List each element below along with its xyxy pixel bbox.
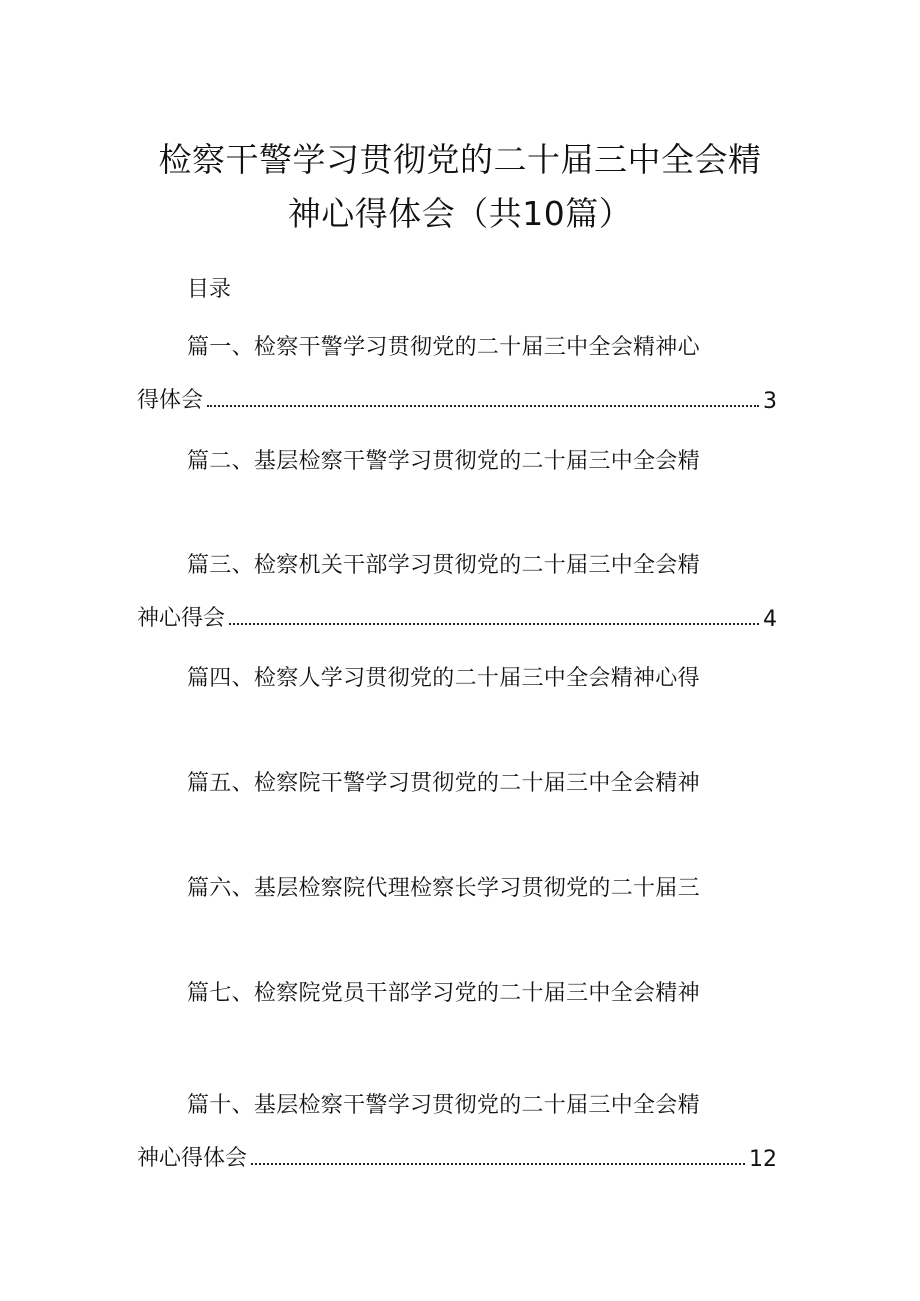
toc-entry-3-title: 篇三、检察机关干部学习贯彻党的二十届三中全会精: [187, 553, 700, 578]
toc-entry-7-title: 篇七、检察院党员干部学习党的二十届三中全会精神: [187, 981, 700, 1006]
toc-entry-3-text: 神心得会: [137, 606, 226, 631]
toc-entry-8-page: 12: [749, 1147, 777, 1172]
document-title-line-2: 神心得体会（共10篇）: [287, 194, 633, 233]
toc-entry-1-text: 得体会: [137, 388, 204, 413]
toc-entry-6-title: 篇六、基层检察院代理检察长学习贯彻党的二十届三: [187, 876, 700, 901]
toc-entry-1-continuation: [137, 384, 777, 414]
toc-heading: 目录: [187, 277, 232, 302]
dot-leader: [229, 623, 759, 625]
toc-entry-5-title: 篇五、检察院干警学习贯彻党的二十届三中全会精神: [187, 771, 700, 796]
dot-leader: [207, 405, 759, 407]
toc-entry-2-title: 篇二、基层检察干警学习贯彻党的二十届三中全会精: [187, 449, 700, 474]
toc-entry-3-page: 4: [763, 607, 777, 632]
toc-entry-1-title: 篇一、检察干警学习贯彻党的二十届三中全会精神心: [187, 335, 700, 360]
toc-entry-8-continuation: [137, 1142, 777, 1172]
document-title-line-1: 检察干警学习贯彻党的二十届三中全会精: [158, 140, 762, 179]
dot-leader: [251, 1163, 745, 1165]
toc-entry-4-title: 篇四、检察人学习贯彻党的二十届三中全会精神心得: [187, 666, 700, 691]
toc-entry-8-text: 神心得体会: [137, 1146, 248, 1171]
toc-entry-1-page: 3: [763, 389, 777, 414]
toc-entry-3-continuation: [137, 602, 777, 632]
toc-entry-8-title: 篇十、基层检察干警学习贯彻党的二十届三中全会精: [187, 1093, 700, 1118]
